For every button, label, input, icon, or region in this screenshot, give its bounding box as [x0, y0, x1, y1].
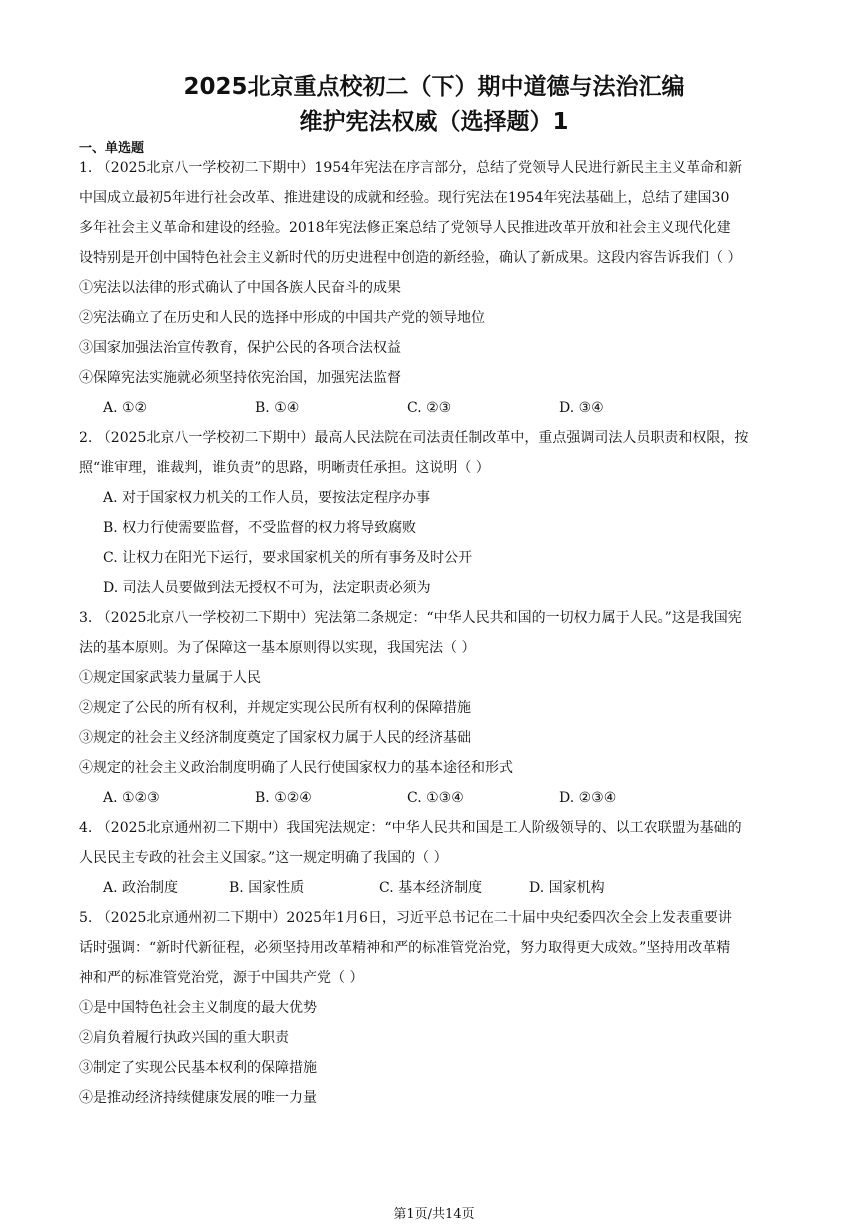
question-3 — [79, 603, 791, 813]
question-stem-line: 话时强调：“新时代新征程，必须坚持用改革精神和严的标准管党治党，努力取得更大成效。”坚持用改革精 — [79, 940, 731, 956]
option-c: C. ①③④ — [407, 790, 464, 806]
question-stem-line: 设特别是开创中国特色社会主义新时代的历史进程中创造的新经验，确认了新成果。这段内容告诉我们（ ） — [79, 250, 742, 266]
statement: ④是推动经济持续健康发展的唯一力量 — [79, 1090, 317, 1106]
page-footer: 第1页/共14页 — [393, 1207, 475, 1222]
statement: ②肩负着履行执政兴国的重大职责 — [79, 1030, 289, 1046]
statement: ④规定的社会主义政治制度明确了人民行使国家权力的基本途径和形式 — [79, 760, 513, 776]
answer-options — [79, 393, 791, 423]
option-c: C. ②③ — [407, 400, 452, 416]
option-d: D. ②③④ — [559, 790, 617, 806]
option-a: A. ①②③ — [103, 790, 160, 806]
question-2 — [79, 423, 791, 603]
option-a: A. 对于国家权力机关的工作人员，要按法定程序办事 — [103, 490, 431, 506]
question-stem-line: 人民民主专政的社会主义国家。”这一规定明确了我国的（ ） — [79, 850, 448, 866]
option-b: B. 权力行使需要监督，不受监督的权力将导致腐败 — [103, 520, 417, 536]
statement: ④保障宪法实施就必须坚持依宪治国，加强宪法监督 — [79, 370, 401, 386]
option-d: D. ③④ — [559, 400, 604, 416]
question-stem-line: 照“谁审理，谁裁判，谁负责”的思路，明晰责任承担。这说明（ ） — [79, 460, 490, 476]
question-5 — [79, 903, 791, 1113]
question-stem-line: 法的基本原则。为了保障这一基本原则得以实现，我国宪法（ ） — [79, 640, 476, 656]
question-stem-line: 4. （2025北京通州初二下期中）我国宪法规定：“中华人民共和国是工人阶级领导的、以工农联盟为基础的 — [79, 820, 742, 836]
answer-options — [79, 873, 791, 903]
question-4 — [79, 813, 791, 903]
statement: ③规定的社会主义经济制度奠定了国家权力属于人民的经济基础 — [79, 730, 471, 746]
question-list — [79, 153, 791, 1113]
document-title: 2025北京重点校初二（下）期中道德与法治汇编 — [183, 74, 685, 100]
statement: ③制定了实现公民基本权利的保障措施 — [79, 1060, 317, 1076]
section-heading: 一、单选题 — [79, 141, 145, 156]
question-stem-line: 中国成立最初5年进行社会改革、推进建设的成就和经验。现行宪法在1954年宪法基础上，总结了建国30 — [79, 190, 730, 206]
statement: ②规定了公民的所有权利，并规定实现公民所有权利的保障措施 — [79, 700, 471, 716]
option-d: D. 司法人员要做到法无授权不可为，法定职责必须为 — [103, 580, 431, 596]
option-c: C. 基本经济制度 — [379, 880, 483, 896]
question-stem-line: 5. （2025北京通州初二下期中）2025年1月6日，习近平总书记在二十届中央纪委四次全会上发表重要讲 — [79, 910, 732, 926]
question-stem-line: 多年社会主义革命和建设的经验。2018年宪法修正案总结了党领导人民推进改革开放和社会主义现代化建 — [79, 220, 731, 236]
question-1 — [79, 153, 791, 423]
option-d: D. 国家机构 — [529, 880, 605, 896]
statement: ②宪法确立了在历史和人民的选择中形成的中国共产党的领导地位 — [79, 310, 485, 326]
question-stem-line: 1. （2025北京八一学校初二下期中）1954年宪法在序言部分，总结了党领导人民进行新民主主义革命和新 — [79, 160, 743, 176]
option-b: B. 国家性质 — [229, 880, 305, 896]
question-stem-line: 2. （2025北京八一学校初二下期中）最高人民法院在司法责任制改革中，重点强调司法人员职责和权限，按 — [79, 430, 749, 446]
statement: ③国家加强法治宣传教育，保护公民的各项合法权益 — [79, 340, 401, 356]
statement: ①规定国家武装力量属于人民 — [79, 670, 261, 686]
option-b: B. ①④ — [255, 400, 300, 416]
option-b: B. ①②④ — [255, 790, 312, 806]
statement: ①是中国特色社会主义制度的最大优势 — [79, 1000, 317, 1016]
answer-options — [79, 783, 791, 813]
option-a: A. ①② — [103, 400, 148, 416]
question-stem-line: 神和严的标准管党治党，源于中国共产党（ ） — [79, 970, 364, 986]
question-stem-line: 3. （2025北京八一学校初二下期中）宪法第二条规定：“中华人民共和国的一切权力属于人民。”这是我国宪 — [79, 610, 742, 626]
option-a: A. 政治制度 — [103, 880, 179, 896]
statement: ①宪法以法律的形式确认了中国各族人民奋斗的成果 — [79, 280, 401, 296]
option-c: C. 让权力在阳光下运行，要求国家机关的所有事务及时公开 — [103, 550, 473, 566]
document-subtitle: 维护宪法权威（选择题）1 — [299, 109, 569, 135]
